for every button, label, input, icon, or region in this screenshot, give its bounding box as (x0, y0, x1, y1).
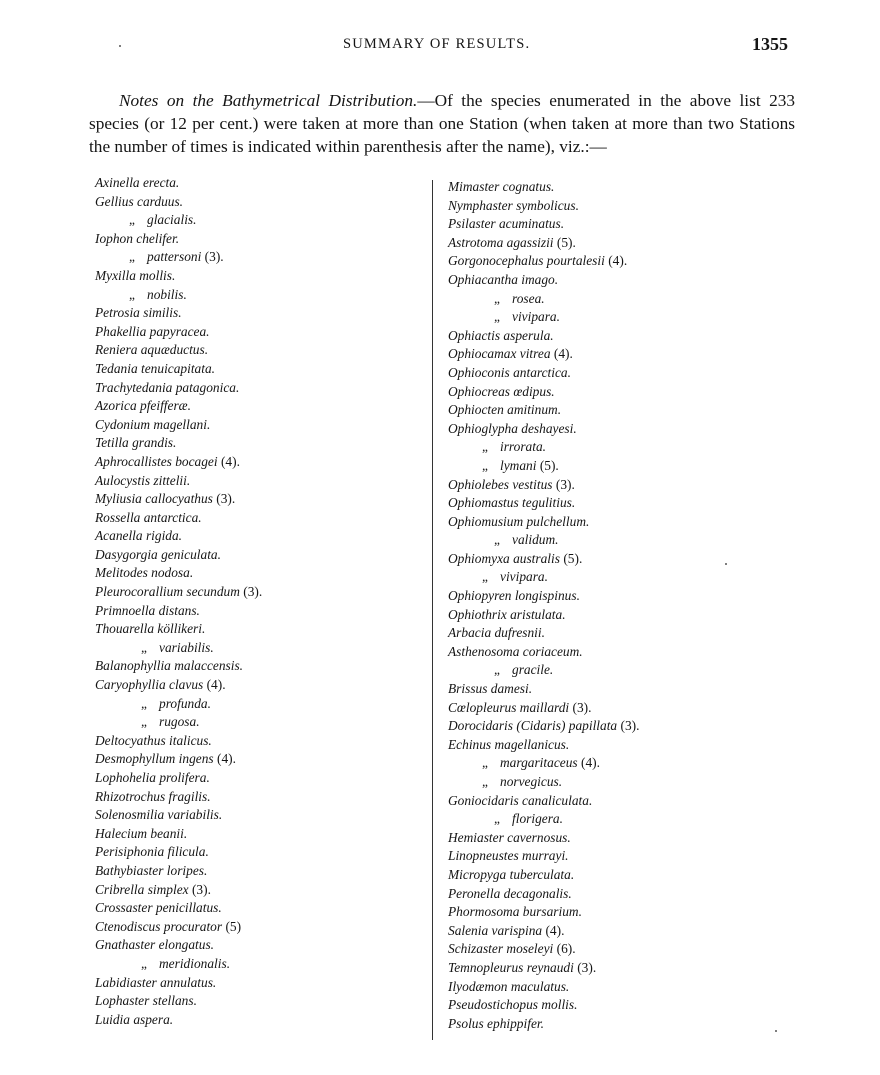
species-name: Primnoella distans. (95, 602, 200, 618)
species-entry (448, 308, 639, 327)
species-name: Ilyodæmon maculatus. (448, 978, 570, 994)
ink-speck (725, 563, 727, 565)
station-count: (4). (206, 677, 226, 693)
species-entry (95, 248, 262, 267)
species-entry (448, 252, 639, 271)
ditto-mark: „ (494, 811, 500, 827)
species-name: Ophiactis asperula. (448, 327, 554, 343)
species-entry (448, 978, 639, 997)
intro-paragraph (89, 89, 795, 158)
species-name: gracile. (512, 662, 554, 678)
species-name: Ophioglypha deshayesi. (448, 420, 577, 436)
species-entry (448, 959, 639, 978)
species-entry (95, 620, 262, 639)
species-entry (448, 345, 639, 364)
ditto-mark: „ (482, 569, 488, 585)
species-name: lymani (500, 457, 537, 473)
species-entry (448, 792, 639, 811)
ditto-mark: „ (482, 457, 488, 473)
species-entry (95, 713, 262, 732)
ditto-mark: „ (141, 955, 147, 971)
species-name: Schizaster moseleyi (448, 941, 554, 957)
species-entry (95, 769, 262, 788)
species-entry (448, 866, 639, 885)
station-count: (5). (556, 234, 576, 250)
species-name: Ophiocten amitinum. (448, 402, 562, 418)
species-entry (95, 490, 262, 509)
column-divider (432, 180, 433, 1040)
species-name: Mimaster cognatus. (448, 179, 555, 194)
species-entry (95, 527, 262, 546)
running-title: SUMMARY OF RESULTS. (343, 36, 531, 52)
species-name: Tetilla grandis. (95, 435, 177, 451)
species-name: rugosa. (159, 714, 200, 730)
species-name: Azorica pfeifferæ. (95, 398, 191, 414)
station-count: (4). (220, 453, 240, 469)
species-name: Hemiaster cavernosus. (448, 829, 571, 845)
species-name: Brissus damesi. (448, 681, 533, 697)
species-name: Crossaster penicillatus. (95, 900, 222, 916)
species-entry (448, 494, 639, 513)
species-name: Myliusia callocyathus (95, 491, 213, 507)
species-name: profunda. (159, 695, 211, 711)
species-entry (95, 936, 262, 955)
species-entry (448, 438, 639, 457)
station-count: (4). (217, 751, 236, 767)
species-entry (448, 178, 639, 197)
species-name: Luidia aspera. (95, 1011, 174, 1027)
species-entry (448, 996, 639, 1015)
species-name: Pleurocorallium secundum (95, 584, 240, 600)
species-entry (95, 1011, 262, 1030)
species-entry (448, 550, 639, 569)
species-name: Aulocystis zittelii. (95, 472, 191, 488)
species-entry (95, 341, 262, 360)
species-entry (95, 193, 262, 212)
species-name: margaritaceus (500, 755, 578, 771)
species-name: Peronella decagonalis. (448, 885, 572, 901)
species-name: florigera. (512, 811, 563, 827)
species-name: Aphrocallistes bocagei (95, 453, 218, 469)
species-list-right (448, 178, 639, 1033)
species-name: Melitodes nodosa. (95, 565, 194, 581)
species-entry (448, 1015, 639, 1034)
ditto-mark: „ (482, 439, 488, 455)
species-name: Balanophyllia malaccensis. (95, 658, 244, 674)
species-name: Ophiomusium pulchellum. (448, 513, 590, 529)
species-entry (95, 862, 262, 881)
species-name: Thouarella köllikeri. (95, 621, 206, 637)
species-name: Linopneustes murrayi. (448, 848, 569, 864)
species-name: Gellius carduus. (95, 193, 184, 209)
species-name: Tedania tenuicapitata. (95, 360, 216, 376)
species-entry (95, 434, 262, 453)
species-entry (448, 531, 639, 550)
species-name: nobilis. (147, 286, 187, 302)
species-entry (95, 379, 262, 398)
species-entry (95, 992, 262, 1011)
species-name: Ophiocamax vitrea (448, 346, 551, 362)
species-entry (95, 788, 262, 807)
species-entry (448, 271, 639, 290)
intro-lead: Notes on the Bathymetrical Distribution. (119, 91, 418, 111)
species-entry (95, 304, 262, 323)
station-count: (4). (545, 922, 565, 938)
species-entry (95, 564, 262, 583)
species-name: Halecium beanii. (95, 825, 188, 841)
ditto-mark: „ (494, 290, 500, 306)
species-entry (95, 918, 262, 937)
species-entry (95, 695, 262, 714)
species-entry (448, 215, 639, 234)
species-name: meridionalis. (159, 955, 231, 971)
species-entry (95, 899, 262, 918)
station-count: (4). (608, 253, 628, 269)
species-name: Ophiocreas œdipus. (448, 383, 555, 399)
species-entry (448, 420, 639, 439)
station-count: (5). (539, 457, 559, 473)
species-name: Ophioconis antarctica. (448, 364, 571, 380)
species-name: Cydonium magellani. (95, 416, 211, 432)
species-entry (448, 847, 639, 866)
ditto-mark: „ (141, 639, 147, 655)
species-entry (448, 643, 639, 662)
ditto-mark: „ (494, 532, 500, 548)
ditto-mark: „ (141, 695, 147, 711)
species-name: Ophiacantha imago. (448, 271, 559, 287)
species-entry (95, 546, 262, 565)
species-entry (95, 602, 262, 621)
station-count: (3). (204, 249, 224, 265)
species-name: Goniocidaris canaliculata. (448, 792, 593, 808)
ink-speck (119, 45, 121, 47)
species-name: Lophaster stellans. (95, 993, 197, 1009)
species-entry (448, 680, 639, 699)
ditto-mark: „ (129, 249, 135, 265)
species-name: Cœlopleurus maillardi (448, 699, 570, 715)
station-count: (6). (556, 941, 576, 957)
species-entry (448, 401, 639, 420)
species-entry (95, 955, 262, 974)
species-name: vivipara. (512, 309, 560, 325)
species-name: Petrosia similis. (95, 305, 182, 321)
station-count: (3). (216, 491, 236, 507)
species-name: Psolus ephippifer. (448, 1015, 544, 1031)
species-name: Ophiomyxa australis (448, 550, 560, 566)
ditto-mark: „ (129, 212, 135, 228)
species-entry (448, 940, 639, 959)
species-entry (95, 211, 262, 230)
intro-text: —Of the species enumerated in the above list 233 species (or 12 per cent.) were taken at more than one Station (when taken at more than two Stations the number of times is indicated within parenthesis after the name), viz.:— (89, 91, 796, 157)
species-entry (95, 974, 262, 993)
species-name: Lophohelia prolifera. (95, 770, 210, 785)
species-entry (448, 513, 639, 532)
species-name: Perisiphonia filicula. (95, 844, 209, 860)
species-entry (95, 639, 262, 658)
species-name: Rhizotrochus fragilis. (95, 788, 211, 804)
species-name: Salenia varispina (448, 922, 543, 938)
species-name: Temnopleurus reynaudi (448, 959, 574, 975)
species-name: Ctenodiscus procurator (95, 918, 223, 934)
species-name: pattersoni (147, 249, 202, 265)
species-name: Ophiopyren longispinus. (448, 588, 580, 604)
species-name: Dasygorgia geniculata. (95, 546, 221, 562)
species-entry (448, 922, 639, 941)
species-name: Arbacia dufresnii. (448, 625, 545, 641)
species-name: Pseudostichopus mollis. (448, 997, 578, 1013)
species-entry (95, 453, 262, 472)
species-name: Labidiaster annulatus. (95, 974, 217, 990)
species-name: variabilis. (159, 639, 214, 655)
station-count: (4). (580, 755, 600, 771)
species-entry (95, 267, 262, 286)
station-count: (3). (555, 476, 575, 492)
ditto-mark: „ (129, 286, 135, 302)
species-name: Caryophyllia clavus (95, 677, 204, 693)
species-name: Rossella antarctica. (95, 509, 202, 525)
species-entry (448, 624, 639, 643)
station-count: (3). (191, 881, 211, 897)
species-name: Ophiomastus tegulitius. (448, 495, 576, 511)
station-count: (5). (563, 550, 583, 566)
species-name: Phakellia papyracea. (95, 323, 210, 339)
species-entry (448, 903, 639, 922)
species-name: Ophiothrix aristulata. (448, 606, 566, 622)
species-list-left (95, 174, 262, 1029)
species-entry (95, 843, 262, 862)
station-count: (3). (572, 699, 592, 715)
species-name: Iophon chelifer. (95, 230, 180, 246)
species-entry (448, 234, 639, 253)
page-number: 1355 (752, 34, 788, 54)
species-name: rosea. (512, 290, 545, 306)
species-name: Acanella rigida. (95, 528, 183, 544)
species-entry (95, 286, 262, 305)
species-entry (448, 197, 639, 216)
station-count: (3). (577, 959, 597, 975)
ink-speck (775, 1030, 777, 1032)
species-entry (95, 881, 262, 900)
species-entry (95, 583, 262, 602)
species-name: Asthenosoma coriaceum. (448, 643, 583, 659)
ditto-mark: „ (482, 774, 488, 789)
species-entry (448, 717, 639, 736)
species-entry (95, 230, 262, 249)
page-header (0, 36, 880, 60)
species-entry (448, 773, 639, 792)
species-entry (95, 676, 262, 695)
species-name: Micropyga tuberculata. (448, 866, 575, 882)
species-entry (95, 174, 262, 193)
species-entry (448, 587, 639, 606)
species-name: Deltocyathus italicus. (95, 732, 212, 748)
species-name: irrorata. (500, 439, 547, 455)
species-entry (448, 290, 639, 309)
species-name: Trachytedania patagonica. (95, 379, 240, 395)
species-name: Solenosmilia variabilis. (95, 807, 223, 823)
species-name: vivipara. (500, 569, 548, 585)
species-name: Psilaster acuminatus. (448, 216, 565, 232)
species-entry (448, 476, 639, 495)
species-entry (448, 754, 639, 773)
ditto-mark: „ (494, 662, 500, 678)
species-name: Gorgonocephalus pourtalesii (448, 253, 605, 269)
species-entry (448, 327, 639, 346)
species-name: Nymphaster symbolicus. (448, 197, 579, 213)
species-entry (448, 568, 639, 587)
species-entry (448, 829, 639, 848)
species-entry (95, 416, 262, 435)
species-entry (448, 457, 639, 476)
species-entry (95, 732, 262, 751)
ditto-mark: „ (141, 714, 147, 730)
species-name: Gnathaster elongatus. (95, 937, 215, 953)
station-count: (5) (225, 918, 242, 934)
species-entry (95, 750, 262, 769)
species-name: glacialis. (147, 212, 197, 228)
species-entry (448, 810, 639, 829)
station-count: (3). (243, 584, 263, 600)
species-entry (448, 364, 639, 383)
species-name: Ophiolebes vestitus (448, 476, 553, 492)
species-entry (448, 699, 639, 718)
species-name: Myxilla mollis. (95, 267, 176, 283)
species-name: Cribrella simplex (95, 881, 189, 897)
species-name: Axinella erecta. (95, 175, 180, 190)
species-entry (448, 383, 639, 402)
species-name: norvegicus. (500, 774, 563, 789)
species-name: validum. (512, 532, 559, 548)
species-entry (448, 736, 639, 755)
station-count: (3). (620, 718, 640, 734)
species-entry (448, 885, 639, 904)
station-count: (4). (553, 346, 573, 362)
species-entry (95, 509, 262, 528)
species-entry (95, 397, 262, 416)
species-entry (95, 360, 262, 379)
species-entry (95, 323, 262, 342)
species-entry (448, 606, 639, 625)
species-name: Phormosoma bursarium. (448, 904, 582, 920)
species-entry (448, 661, 639, 680)
species-entry (95, 825, 262, 844)
species-entry (95, 657, 262, 676)
species-name: Desmophyllum ingens (95, 751, 214, 767)
species-name: Echinus magellanicus. (448, 736, 570, 752)
species-name: Reniera aquæductus. (95, 342, 209, 358)
species-name: Astrotoma agassizii (448, 234, 554, 250)
species-entry (95, 472, 262, 491)
species-entry (95, 806, 262, 825)
ditto-mark: „ (494, 309, 500, 325)
species-name: Bathybiaster loripes. (95, 862, 208, 878)
species-name: Dorocidaris (Cidaris) papillata (448, 718, 618, 734)
ditto-mark: „ (482, 755, 488, 771)
